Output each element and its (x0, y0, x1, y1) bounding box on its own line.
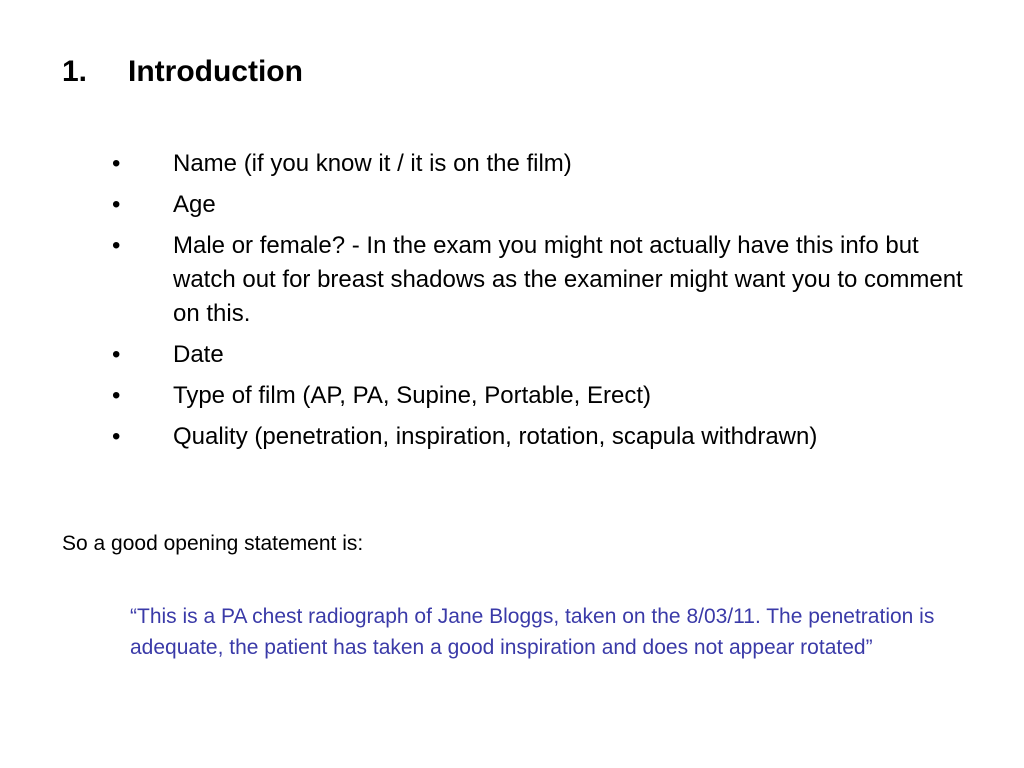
bullet-marker: • (112, 191, 121, 218)
section-heading (62, 52, 303, 92)
bullet-marker: • (112, 382, 121, 409)
bullet-text: Quality (penetration, inspiration, rotation, scapula withdrawn) (173, 423, 818, 450)
bullet-marker: • (112, 341, 121, 368)
bullet-item-film-type (112, 379, 982, 413)
bullet-item-name (112, 147, 982, 181)
opening-statement-label: So a good opening statement is: (62, 532, 364, 555)
bullet-marker: • (112, 150, 121, 177)
bullet-text: Name (if you know it / it is on the film) (173, 150, 572, 177)
bullet-item-quality (112, 420, 982, 454)
example-quote: “This is a PA chest radiograph of Jane Bloggs, taken on the 8/03/11. The penetration is adequate, the patient has taken a good inspiration and does not appear rotated” (130, 605, 935, 659)
bullet-item-date (112, 338, 982, 372)
bullet-text: Type of film (AP, PA, Supine, Portable, Erect) (173, 382, 651, 409)
bullet-text: Male or female? - In the exam you might not actually have this info but watch out for breast shadows as the examiner might want you to comment on this. (173, 232, 963, 327)
bullet-text: Date (173, 341, 224, 368)
bullet-item-age (112, 188, 982, 222)
bullet-item-sex (112, 229, 982, 331)
section-number: 1. (62, 55, 88, 88)
section-title: Introduction (128, 55, 303, 88)
bullet-text: Age (173, 191, 216, 218)
bullet-marker: • (112, 423, 121, 450)
bullet-list (112, 147, 982, 461)
bullet-marker: • (112, 232, 121, 259)
